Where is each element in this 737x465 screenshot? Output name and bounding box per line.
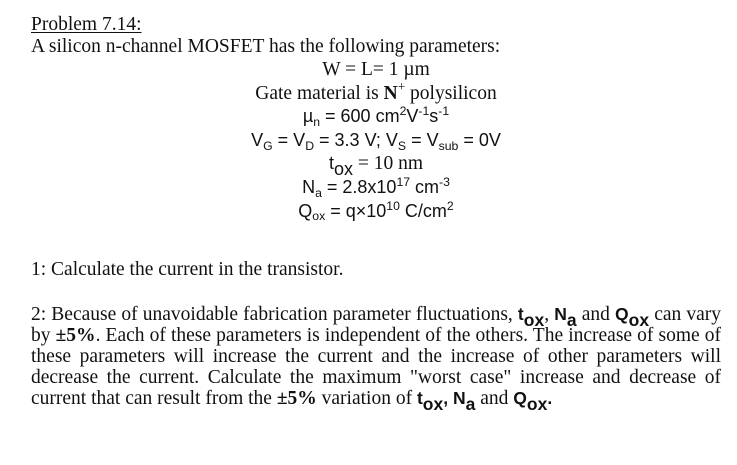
na-symbol: N	[302, 176, 316, 197]
q2-qox-symbol: Q	[615, 304, 629, 325]
q2-na-symbol: N	[554, 304, 567, 325]
mu-exp1: 2	[399, 104, 407, 119]
q2-na2-subscript: a	[465, 393, 476, 414]
param-oxide-charge	[31, 200, 721, 224]
tox-equals: = 10 nm	[352, 153, 424, 175]
parameter-list	[31, 58, 721, 223]
q2-tox2-symbol: t	[416, 388, 423, 409]
vg-subscript: G	[263, 138, 273, 153]
q2-end: .	[547, 388, 553, 409]
q2-tox2-subscript: ox	[422, 393, 444, 414]
mu-second: s	[429, 106, 439, 127]
vs-subscript: S	[397, 138, 407, 153]
voltage-end: = 0V	[458, 129, 501, 150]
q2-comma-1: ,	[544, 304, 555, 326]
mu-volt: V	[406, 106, 419, 127]
q2-part-d: variation of	[316, 388, 417, 410]
na-exponent: 17	[396, 175, 411, 190]
problem-document	[31, 8, 722, 414]
tox-subscript: ox	[333, 159, 353, 180]
param-gate-material	[31, 79, 721, 106]
q2-na2-symbol: N	[452, 388, 466, 409]
question-1: 1: Calculate the current in the transistor.	[31, 259, 344, 281]
mu-exp2: -1	[418, 104, 430, 119]
param-doping	[31, 176, 721, 200]
param-mobility	[31, 105, 721, 129]
q2-part-c: . Each of these parameters is independent of the others. The increase of some of these parameters will increase the current and the increase of other parameters will decrease the current. Calculate the maximum "worst case" increase and decrease of current that can result from the	[31, 324, 722, 410]
na-unit-exponent: -3	[439, 175, 450, 190]
param-oxide-thickness	[31, 152, 721, 180]
problem-intro: A silicon n-channel MOSFET has the following parameters:	[31, 36, 501, 57]
q2-na-subscript: a	[566, 309, 577, 330]
q2-qox2-symbol: Q	[513, 388, 527, 409]
tox-symbol: t	[328, 153, 334, 174]
q2-part-b: can vary by	[31, 304, 722, 346]
qox-unit-exponent: 2	[446, 198, 454, 213]
gate-n: N	[383, 82, 398, 104]
q2-and-1: and	[576, 304, 615, 326]
q2-tox-symbol: t	[517, 304, 524, 325]
vsub-equals: = V	[406, 129, 439, 150]
question-2	[31, 304, 722, 414]
vd-subscript: D	[305, 138, 315, 153]
na-subscript: a	[315, 185, 322, 200]
qox-subscript: ox	[312, 209, 326, 224]
q2-plusminus-1: ±5%	[55, 324, 96, 346]
q2-qox-subscript: ox	[628, 309, 650, 330]
gate-plus: +	[397, 79, 406, 95]
q2-plusminus-2: ±5%	[276, 388, 317, 410]
gate-suffix: polysilicon	[405, 82, 497, 104]
voltage-mid: = 3.3 V; V	[314, 129, 398, 150]
param-width-length-text: W = L= 1 µm	[322, 59, 430, 80]
qox-symbol: Q	[298, 200, 313, 221]
qox-exponent: 10	[386, 198, 400, 213]
mu-subscript: n	[313, 115, 321, 130]
q2-qox2-subscript: ox	[526, 393, 548, 414]
na-equals: = 2.8x10	[321, 176, 397, 197]
param-width-length	[31, 58, 721, 82]
q2-comma-2: ,	[443, 388, 453, 409]
vsub-subscript: sub	[438, 138, 459, 153]
vg-symbol: V	[251, 129, 264, 150]
problem-title: Problem 7.14:	[31, 14, 142, 35]
qox-unit: C/cm	[399, 200, 447, 221]
q2-part-a: 2: Because of unavoidable fabrication parameter fluctuations,	[31, 304, 518, 326]
gate-prefix: Gate material is	[255, 82, 384, 104]
mu-exp3: -1	[438, 104, 450, 119]
q2-tox-subscript: ox	[523, 309, 545, 330]
q2-and-2: and	[475, 388, 514, 410]
vd-equals: = V	[272, 129, 306, 150]
na-unit: cm	[410, 176, 440, 197]
qox-equals: = q×10	[325, 200, 387, 221]
mu-equals: = 600 cm	[320, 106, 400, 127]
mu-symbol: µ	[302, 106, 314, 127]
param-voltages	[31, 129, 721, 153]
